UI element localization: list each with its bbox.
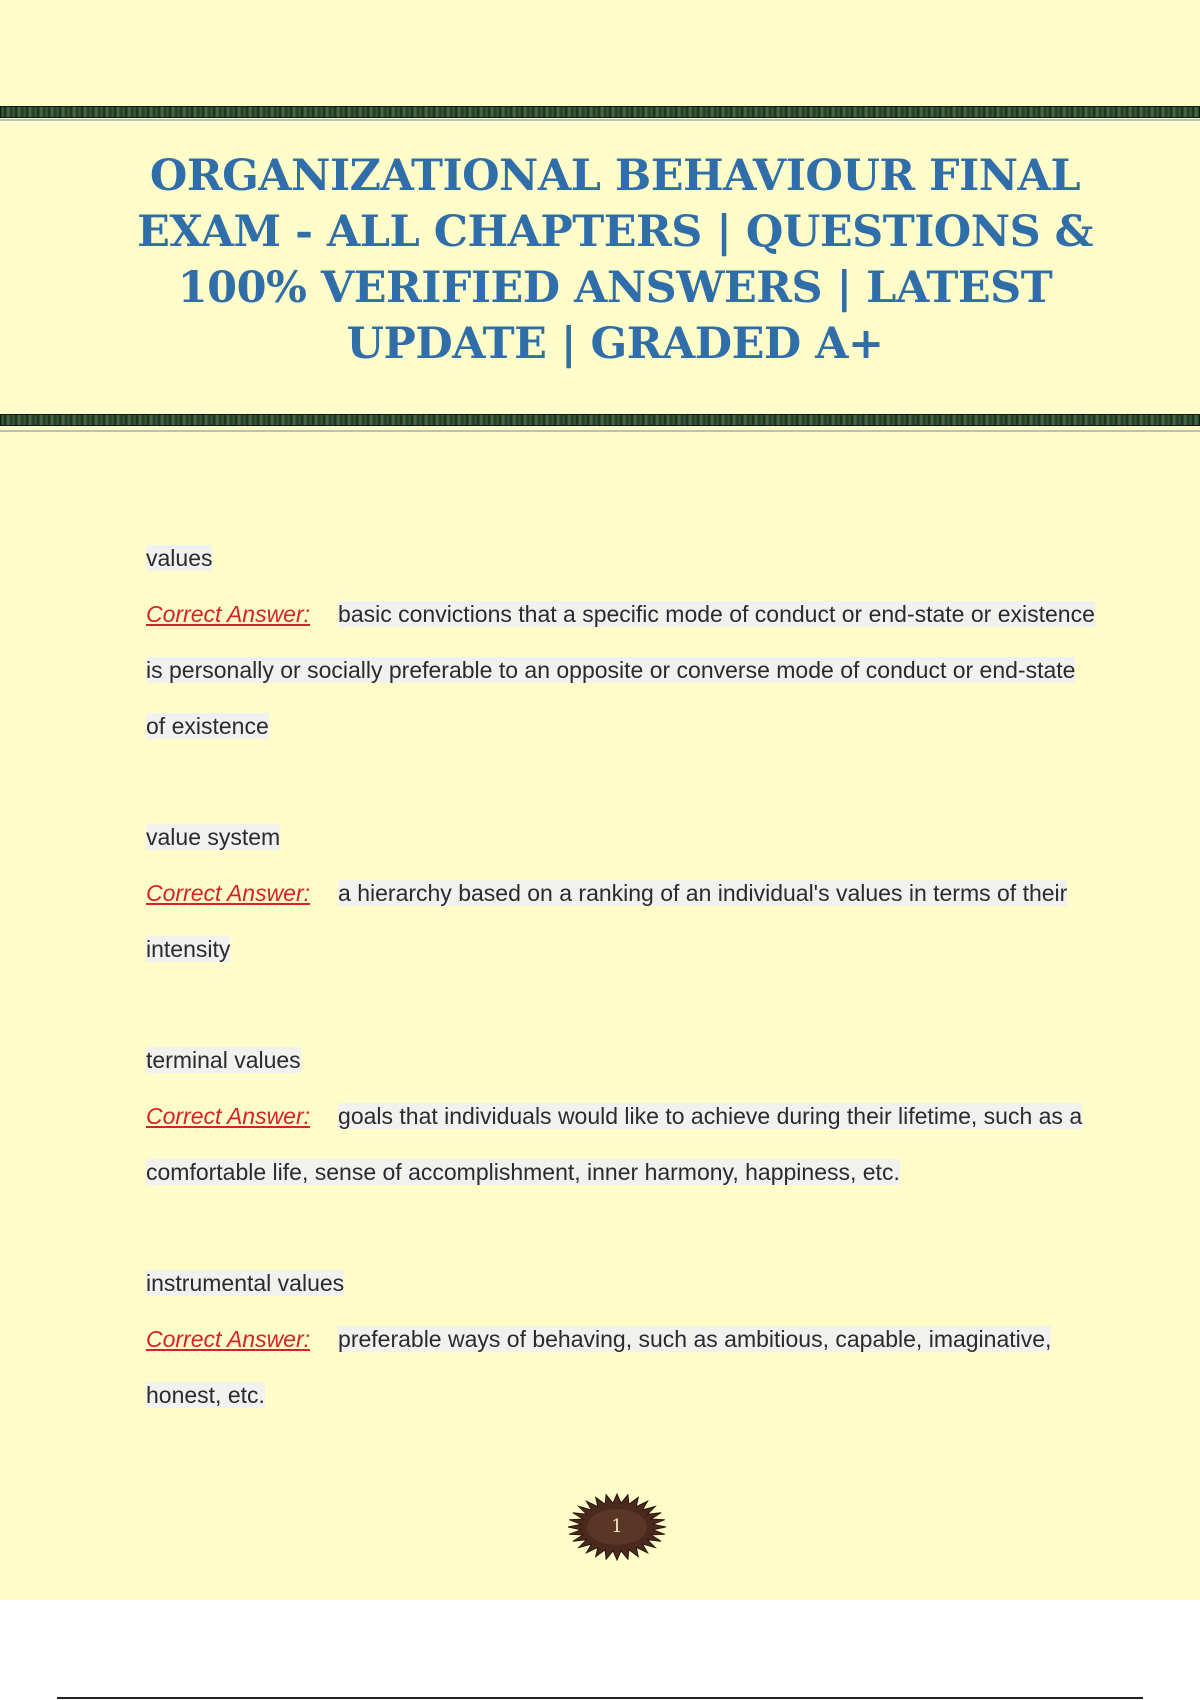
top-decorative-band (0, 106, 1200, 118)
bottom-decorative-band (0, 414, 1200, 426)
footer-rule (57, 1697, 1143, 1699)
qa-item (146, 1255, 1096, 1423)
page-number: 1 (611, 1516, 623, 1537)
correct-answer-label: Correct Answer: (146, 1326, 311, 1352)
answer-text: goals that individuals would like to achieve during their lifetime, such as a comfortable life, sense of accomplishment, inner harmony, happiness, etc. (146, 1103, 1083, 1185)
answer-text: basic convictions that a specific mode of conduct or end-state or existence is personally or socially preferable to an opposite or converse mode of conduct or end-state of existence (146, 601, 1095, 739)
qa-list (146, 530, 1096, 1478)
correct-answer-label: Correct Answer: (146, 601, 311, 627)
qa-term: terminal values (146, 1047, 301, 1073)
qa-answer (146, 1088, 1096, 1200)
qa-term: values (146, 545, 213, 571)
top-band-rule (0, 119, 1200, 121)
qa-answer (146, 586, 1096, 754)
qa-term: value system (146, 824, 281, 850)
page-number-badge (567, 1493, 667, 1561)
qa-answer (146, 1311, 1096, 1423)
answer-text: preferable ways of behaving, such as ambitious, capable, imaginative, honest, etc. (146, 1326, 1052, 1408)
bottom-band-rule (0, 430, 1200, 432)
qa-answer (146, 865, 1096, 977)
answer-text: a hierarchy based on a ranking of an individual's values in terms of their intensity (146, 880, 1068, 962)
document-title: ORGANIZATIONAL BEHAVIOUR FINAL EXAM - ALL CHAPTERS | QUESTIONS & 100% VERIFIED ANSWERS | LATEST UPDATE | GRADED A+ (137, 151, 1093, 369)
correct-answer-label: Correct Answer: (146, 1103, 311, 1129)
correct-answer-label: Correct Answer: (146, 880, 311, 906)
qa-term: instrumental values (146, 1270, 345, 1296)
qa-item (146, 530, 1096, 754)
qa-item (146, 1032, 1096, 1200)
qa-item (146, 809, 1096, 977)
